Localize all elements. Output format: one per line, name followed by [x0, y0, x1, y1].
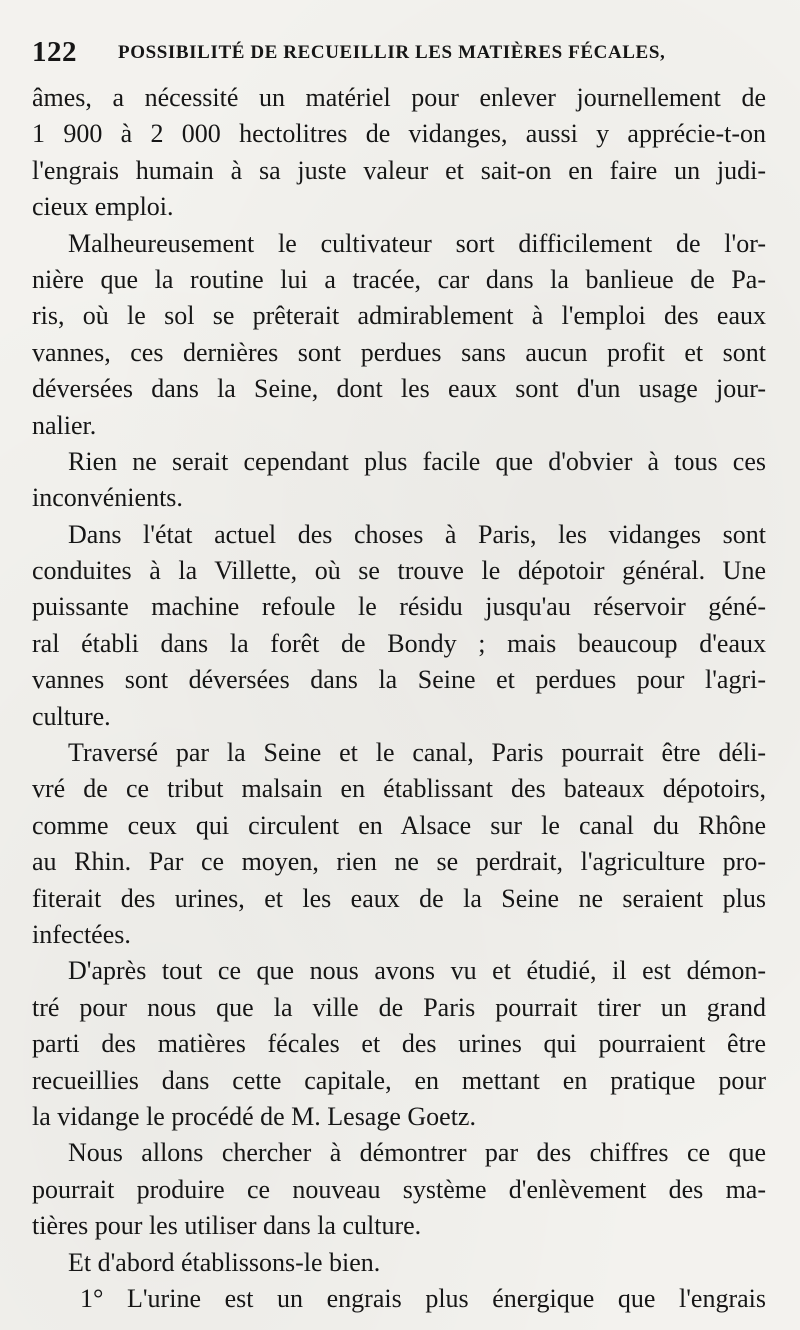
text-line: tré pour nous que la ville de Paris pourrait tirer un grand — [32, 992, 766, 1022]
text-line: déversées dans la Seine, dont les eaux sont d'un usage jour- — [32, 374, 766, 404]
text-line: Rien ne serait cependant plus facile que d'obvier à tous ces — [68, 446, 766, 476]
text-line: puissante machine refoule le résidu jusqu'au réservoir géné- — [32, 592, 766, 622]
text-line: ral établi dans la forêt de Bondy ; mais beaucoup d'eaux — [32, 628, 766, 658]
text-line: vré de ce tribut malsain en établissant des bateaux dépotoirs, — [32, 774, 766, 804]
text-line: inconvénients. — [32, 483, 183, 513]
body-text — [32, 80, 766, 1317]
text-line: D'après tout ce que nous avons vu et étudié, il est démon- — [68, 956, 766, 986]
text-line: nière que la routine lui a tracée, car dans la banlieue de Pa- — [32, 264, 766, 294]
page-header — [32, 36, 772, 70]
page-number: 122 — [32, 36, 77, 68]
text-line: fiterait des urines, et les eaux de la Seine ne seraient plus — [32, 883, 766, 913]
text-line: Et d'abord établissons-le bien. — [68, 1247, 381, 1277]
text-line: ris, où le sol se prêterait admirablement à l'emploi des eaux — [32, 301, 766, 331]
text-line: recueillies dans cette capitale, en mettant en pratique pour — [32, 1065, 766, 1095]
text-line: Traversé par la Seine et le canal, Paris pourrait être déli- — [68, 738, 766, 768]
text-line: 1° L'urine est un engrais plus énergique que l'engrais — [80, 1283, 766, 1313]
text-line: vannes, ces dernières sont perdues sans aucun profit et sont — [32, 337, 766, 367]
text-line: parti des matières fécales et des urines qui pourraient être — [32, 1029, 766, 1059]
text-line: la vidange le procédé de M. Lesage Goetz. — [32, 1101, 476, 1131]
text-line: pourrait produire ce nouveau système d'enlèvement des ma- — [32, 1174, 766, 1204]
text-line: nalier. — [32, 410, 97, 440]
running-title: POSSIBILITÉ DE RECUEILLIR LES MATIÈRES FÉCALES, — [118, 42, 666, 63]
text-line: l'engrais humain à sa juste valeur et sait-on en faire un judi- — [32, 155, 766, 185]
text-line: âmes, a nécessité un matériel pour enlever journellement de — [32, 83, 766, 112]
text-line: conduites à la Villette, où se trouve le dépotoir général. Une — [32, 556, 766, 586]
text-line: infectées. — [32, 919, 131, 949]
text-line: culture. — [32, 701, 111, 731]
text-line: Malheureusement le cultivateur sort difficilement de l'or- — [68, 228, 766, 258]
text-line: tières pour les utiliser dans la culture. — [32, 1211, 422, 1241]
text-line: vannes sont déversées dans la Seine et perdues pour l'agri- — [32, 665, 766, 695]
text-line: Dans l'état actuel des choses à Paris, les vidanges sont — [68, 519, 766, 549]
text-line: Nous allons chercher à démontrer par des chiffres ce que — [68, 1138, 766, 1168]
text-line: cieux emploi. — [32, 192, 174, 222]
text-line: au Rhin. Par ce moyen, rien ne se perdrait, l'agriculture pro- — [32, 847, 766, 877]
text-line: comme ceux qui circulent en Alsace sur le canal du Rhône — [32, 810, 766, 840]
text-line: 1 900 à 2 000 hectolitres de vidanges, aussi y apprécie-t-on — [32, 119, 766, 149]
